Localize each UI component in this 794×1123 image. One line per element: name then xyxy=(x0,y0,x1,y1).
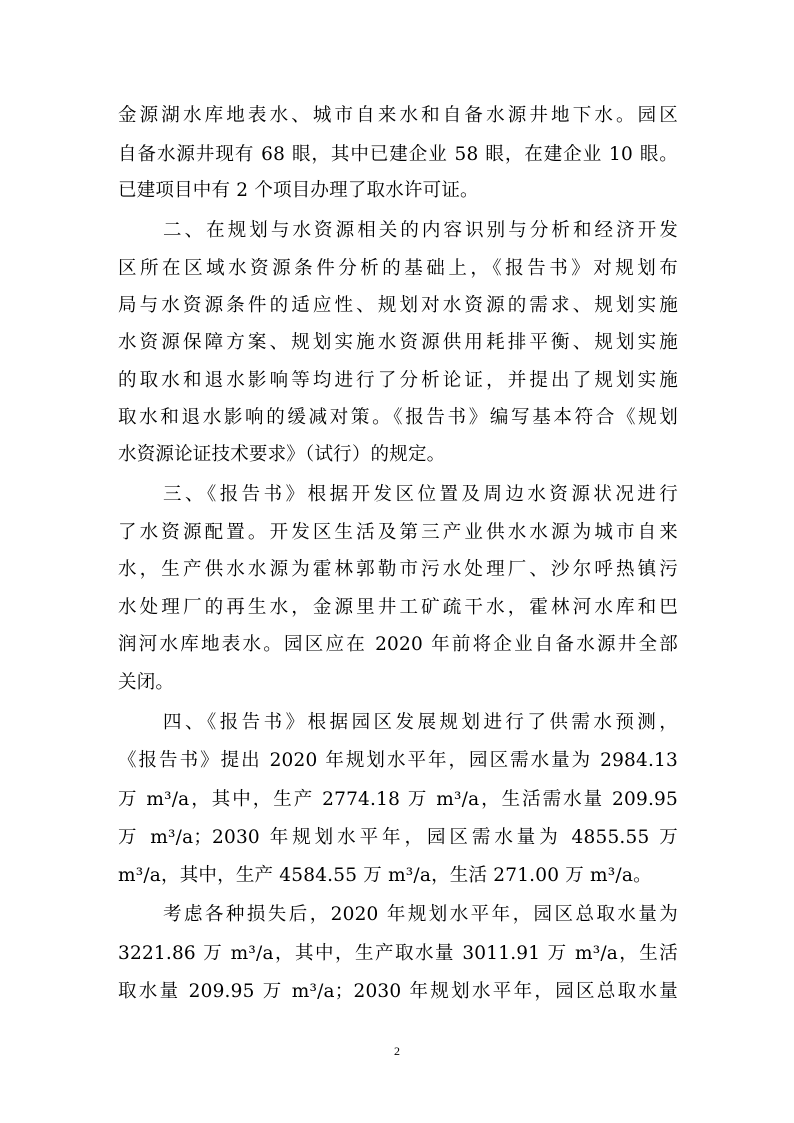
text-line: 水处理厂的再生水，金源里井工矿疏干水，霍林河水库和巴 xyxy=(118,597,678,618)
text-line: 的取水和退水影响等均进行了分析论证，并提出了规划实施 xyxy=(118,370,678,391)
page-number: 2 xyxy=(394,1044,400,1058)
text-line: 二、在规划与水资源相关的内容识别与分析和经济开发 xyxy=(163,220,678,241)
text-line: 四、《报告书》根据园区发展规划进行了供需水预测， xyxy=(163,712,678,733)
text-line: 3221.86 万 m³/a，其中，生产取水量 3011.91 万 m³/a，生活 xyxy=(118,943,678,964)
text-line: 《报告书》提出 2020 年规划水平年，园区需水量为 2984.13 xyxy=(118,750,678,771)
text-line: 水资源保障方案、规划实施水资源供用耗排平衡、规划实施 xyxy=(118,332,678,353)
text-line: 自备水源井现有 68 眼，其中已建企业 58 眼，在建企业 10 眼。 xyxy=(118,144,678,165)
text-line: 金源湖水库地表水、城市自来水和自备水源井地下水。园区 xyxy=(118,105,678,126)
text-line: 水资源论证技术要求》（试行）的规定。 xyxy=(118,444,446,465)
text-line: 考虑各种损失后，2020 年规划水平年，园区总取水量为 xyxy=(163,904,678,925)
text-line: 润河水库地表水。园区应在 2020 年前将企业自备水源井全部 xyxy=(118,634,678,655)
text-line: 万 m³/a，其中，生产 2774.18 万 m³/a，生活需水量 209.95 xyxy=(118,789,678,810)
text-line: 三、《报告书》根据开发区位置及周边水资源状况进行 xyxy=(163,484,678,505)
text-line: 取水和退水影响的缓减对策。《报告书》编写基本符合《规划 xyxy=(118,407,678,428)
text-line: 已建项目中有 2 个项目办理了取水许可证。 xyxy=(118,180,479,201)
text-line: 区所在区域水资源条件分析的基础上，《报告书》对规划布 xyxy=(118,258,678,279)
text-line: 万 m³/a；2030 年规划水平年，园区需水量为 4855.55 万 xyxy=(118,827,678,848)
text-line: 局与水资源条件的适应性、规划对水资源的需求、规划实施 xyxy=(118,295,678,316)
text-line: m³/a，其中，生产 4584.55 万 m³/a，生活 271.00 万 m³/a。 xyxy=(118,865,652,886)
text-line: 水，生产供水水源为霍林郭勒市污水处理厂、沙尔呼热镇污 xyxy=(118,559,678,580)
text-line: 关闭。 xyxy=(118,672,175,693)
text-line: 了水资源配置。开发区生活及第三产业供水水源为城市自来 xyxy=(118,522,678,543)
text-line: 取水量 209.95 万 m³/a；2030 年规划水平年，园区总取水量 xyxy=(118,981,678,1002)
